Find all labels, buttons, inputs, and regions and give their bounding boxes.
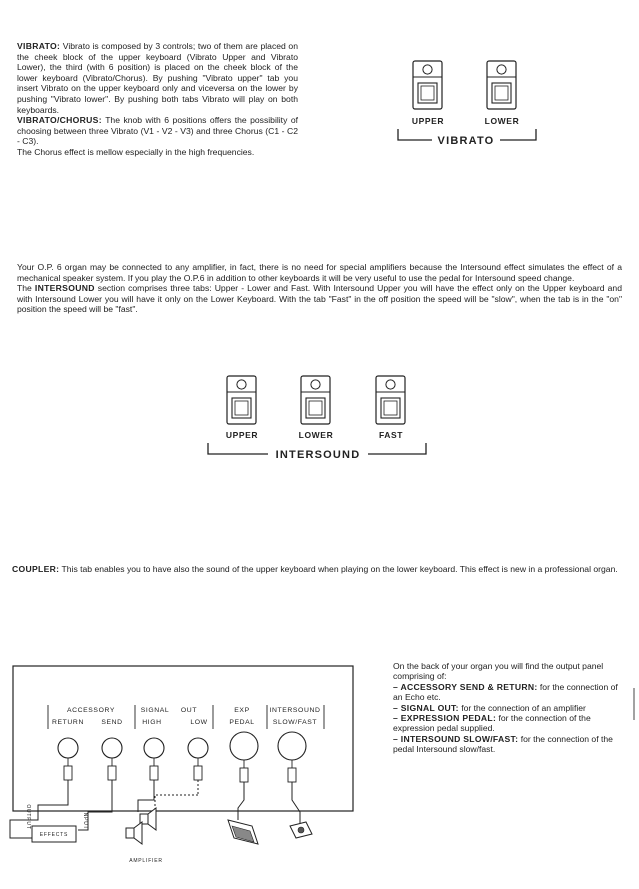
intersound-tab-label-upper: UPPER [225, 430, 259, 440]
intersound-fast-tab[interactable] [376, 376, 405, 424]
back-item-title-signal: – SIGNAL OUT: [393, 702, 459, 713]
coupler-title: COUPLER: [12, 564, 60, 574]
panel-label-send: SEND [101, 719, 123, 726]
footswitch-icon [290, 822, 312, 838]
intersound-para2-pre: The [17, 283, 32, 294]
jack-accessory-return[interactable] [58, 738, 78, 758]
back-item-title-expression: – EXPRESSION PEDAL: [393, 713, 497, 724]
intersound-bold: INTERSOUND [34, 283, 95, 294]
intersound-para2-post: section comprises three tabs: Upper - Lower and Fast. With Intersound Upper you will have the effect only on the Upper keyboard and with Intersound Lower you will have it only on the Lower Keyboard. With the tab "Fast" in the off position the speed will be "slow", when the tab is in the "on" position the speed will be "fast". [17, 283, 622, 315]
vibrato-tab-label-upper: UPPER [411, 116, 445, 126]
back-item-text-signal: for the connection of an amplifier [461, 702, 586, 713]
expression-pedal-icon [228, 820, 258, 844]
panel-label-slow-fast: SLOW/FAST [272, 719, 318, 726]
vibrato-title: VIBRATO: [17, 41, 61, 51]
output-panel-diagram [10, 666, 353, 864]
panel-label-pedal: PEDAL [229, 719, 255, 726]
jack-intersound-slow-fast[interactable] [278, 732, 306, 760]
panel-label-intersound: INTERSOUND [269, 707, 321, 714]
input-label: INPUT [82, 810, 88, 830]
output-label: OUTPUT [25, 804, 31, 830]
vibrato-tab-label-lower: LOWER [484, 116, 520, 126]
intersound-para1: Your O.P. 6 organ may be connected to any amplifier, in fact, there is no need for special amplifiers because the Intersound effect simulates the effect of a mechanical speaker system. If you play the O.P.6 in addition to other keyboards it will be very useful to use the pedal for Intersound speed change. [17, 262, 622, 283]
amplifier-label: AMPLIFIER [129, 858, 163, 864]
vibrato-chorus-text: The knob with 6 positions offers the possibility of choosing between three Vibrato (V1 - V2 - V3) and three Chorus (C1 - C2 - C3). [17, 115, 298, 147]
jack-signal-high[interactable] [144, 738, 164, 758]
jack-accessory-send[interactable] [102, 738, 122, 758]
vibrato-tabs [398, 61, 536, 147]
panel-label-exp: EXP [234, 707, 250, 714]
effects-label: EFFECTS [39, 832, 69, 838]
back-item-title-intersound: – INTERSOUND SLOW/FAST: [393, 733, 519, 744]
intersound-upper-tab[interactable] [227, 376, 256, 424]
intersound-tab-label-fast: FAST [378, 430, 404, 440]
panel-label-signal: SIGNAL [140, 707, 170, 714]
vibrato-chorus-title: VIBRATO/CHORUS: [17, 115, 102, 126]
jack-signal-low[interactable] [188, 738, 208, 758]
coupler-text: This tab enables you to have also the sound of the upper keyboard when playing on the lower keyboard. This effect is new in a professional organ. [61, 564, 618, 574]
back-panel-intro: On the back of your organ you will find the output panel comprising of: [393, 661, 604, 682]
vibrato-upper-tab[interactable] [413, 61, 442, 109]
panel-label-high: HIGH [142, 719, 162, 726]
vibrato-chorus-note: The Chorus effect is mellow especially in the high frequencies. [17, 146, 255, 157]
jack-exp-pedal[interactable] [230, 732, 258, 760]
vibrato-lower-tab[interactable] [487, 61, 516, 109]
panel-label-low: LOW [190, 719, 208, 726]
intersound-group-label: INTERSOUND [275, 449, 361, 461]
back-item-text-expression: for the connection of the expression pedal supplied. [393, 713, 591, 734]
back-item-title-accessory: – ACCESSORY SEND & RETURN: [393, 681, 538, 692]
intersound-lower-tab[interactable] [301, 376, 330, 424]
intersound-tab-label-lower: LOWER [298, 430, 334, 440]
panel-label-accessory: ACCESSORY [67, 707, 115, 714]
amplifier-icon [126, 808, 156, 844]
vibrato-group-label: VIBRATO [437, 135, 495, 147]
panel-label-out: OUT [180, 707, 198, 714]
intersound-tabs [208, 376, 426, 461]
vibrato-text: Vibrato is composed by 3 controls; two of them are placed on the cheek block of the upper keyboard (Vibrato Upper and Vibrato Lower), the third (with 6 position) is placed on the cheek block of the lower keyboard (Vibrato/Chorus). By pushing "Vibrato upper" tab you insert Vibrato on the upper keyboard only and viceversa on the lower by pushing "Vibrato lower". By pushing both tabs Vibrato will play on both keyboards. [17, 41, 298, 115]
back-item-text-accessory: for the connection of an Echo etc. [393, 681, 618, 703]
panel-label-return: RETURN [52, 719, 84, 726]
back-item-text-intersound: for the connection of the pedal Intersound slow/fast. [393, 733, 613, 755]
